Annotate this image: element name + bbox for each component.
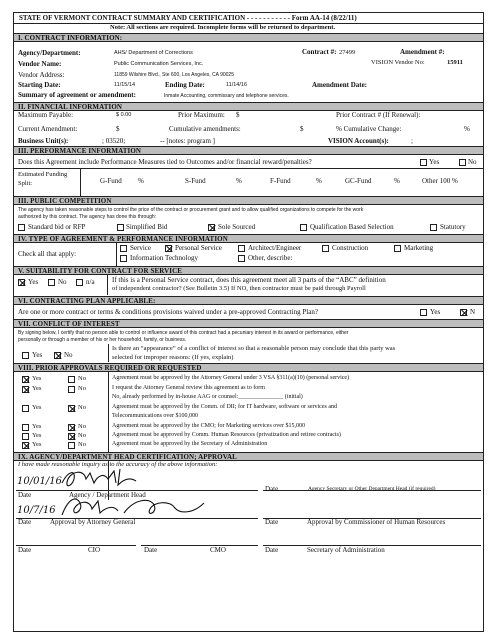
business-unit-notes: -- [notes: program ] [160,137,216,145]
suitability-yes-label: Yes [28,278,39,286]
max-payable-label: Maximum Payable: [18,111,74,119]
vendor-name-label: Vendor Name: [18,60,62,68]
conflict-no-label: No [64,351,73,359]
section-header-contract-info: I. CONTRACT INFORMATION: [14,33,483,42]
prior-max-value: $ [236,111,240,119]
vision-account-value: ; [411,137,413,145]
approval-ag-form-text: I request the Attorney General review this agreement as to form [112,385,265,391]
amendment-date-label: Amendment Date: [312,81,368,89]
marketing-label: Marketing [404,244,434,252]
form-title: STATE OF VERMONT CONTRACT SUMMARY AND CERTIFICATION - - - - - - - - - - - Form AA-14 (8/22/11) [19,14,357,22]
approval-cmo-no-label: No [78,423,86,430]
approval-hr-text: Agreement must be approved by Comm. Human Resources (privatization and retiree contracts) [112,432,341,438]
suitability-yes-checkbox[interactable] [18,279,25,286]
gfund-pct: % [138,177,144,185]
agency-secretary-label: Agency Secretary or Other Department Head (if required) [308,486,436,492]
date-label-4: Date [265,518,279,526]
vendor-name-value: Public Communication Services, Inc. [114,61,204,67]
suitability-question-2: of independent contractor? (See Bulletin 3.5) If NO, then contractor must be paid through Payroll [112,285,366,292]
conflict-question-1: Is there an “appearance” of a conflict of interest so that a reasonable person may conclude that this party was [112,345,396,352]
suitability-question-1: If this is a Personal Service contract, does this agreement meet all 3 parts of the “ABC” definition [112,276,386,284]
gcfund-pct: % [394,177,400,185]
approval-ag-form-no-label: No [78,385,86,392]
statutory-label: Statutory [440,223,466,231]
performance-yes-checkbox[interactable] [420,159,427,166]
approval-soa-yes-checkbox[interactable] [22,442,29,449]
approval-ag-form-yes-label: Yes [32,385,42,392]
qbs-label: Qualification Based Selection [310,223,394,231]
max-payable-value: $ 0.00 [116,112,132,118]
contract-number-label: Contract #: [302,48,337,56]
section-header-agreement-type: IV. TYPE OF AGREEMENT & PERFORMANCE INFORMATION [14,234,483,243]
contracting-plan-question: Are one or more contract or terms & conditions provisions waived under a pre-approved Contracting Plan? [18,308,318,316]
contracting-plan-no-label: N [470,308,476,316]
sole-sourced-label: Sole Sourced [218,223,256,231]
suitability-no-checkbox[interactable] [48,279,55,286]
agency-head-label: Agency / Department Head [69,491,146,499]
approval-cmo-no-checkbox[interactable] [68,424,75,431]
conflict-yes-label: Yes [32,351,43,359]
form-note: Note: All sections are required. Incomplete forms will be returned to department. [110,24,335,31]
section-header-certification: IX. AGENCY/DEPARTMENT HEAD CERTIFICATION; APPROVAL [14,452,483,461]
performance-no-label: No [468,158,477,166]
agency-label: Agency/Department: [18,49,81,57]
approval-ag-no-checkbox[interactable] [68,376,75,383]
suitability-na-label: n/a [86,278,95,286]
it-checkbox[interactable] [120,255,127,262]
vendor-address-label: Vendor Address: [18,71,65,79]
section-header-prior-approvals: VIII. PRIOR APPROVALS REQUIRED OR REQUESTED [14,363,483,372]
service-checkbox[interactable] [120,245,127,252]
performance-question: Does this Agreement include Performance Measures tied to Outcomes and/or financial reward/penalties? [18,158,312,166]
approval-ag-no-label: No [78,375,86,382]
performance-no-checkbox[interactable] [459,159,466,166]
performance-yes-label: Yes [429,158,440,166]
hr-commissioner-label: Approval by Commissioner of Human Resources [307,518,446,526]
handwritten-date-2: 10/7/16 [17,505,56,516]
summary-label: Summary of agreement or amendment: [18,91,136,99]
check-all-label: Check all that apply: [18,250,77,258]
approval-dii-text: Agreement must be approved by the Comm. of DII; for IT hardware, software or services and [112,404,337,410]
ffund-label: F-Fund [270,177,291,185]
approval-cmo-yes-checkbox[interactable] [22,424,29,431]
contracting-plan-no-checkbox[interactable] [460,309,467,316]
personal-service-checkbox[interactable] [165,245,172,252]
amendment-number-label: Amendment #: [400,48,445,56]
approval-hr-no-checkbox[interactable] [68,433,75,440]
approval-cmo-text: Agreement must be approved by the CMO; for Marketing services over $15,000 [112,423,305,429]
contract-number-value: 27499 [339,49,356,56]
sole-sourced-checkbox[interactable] [208,224,215,231]
cumulative-change-pct: % [464,125,470,133]
vision-vendor-value: 15911 [447,59,463,66]
ending-date-value: 11/14/16 [226,82,248,88]
approval-soa-text: Agreement must be approved by the Secretary of Administration [112,441,268,447]
contract-summary-form [13,12,484,632]
approval-hr-yes-label: Yes [32,432,42,439]
date-label-7: Date [265,546,279,554]
ending-date-label: Ending Date: [165,81,205,89]
it-label: Information Technology [130,254,199,262]
section-header-suitability: V. SUITABILITY FOR CONTRACT FOR SERVICE [14,266,483,275]
suitability-na-checkbox[interactable] [76,279,83,286]
architect-label: Architect/Engineer [248,244,302,252]
suitability-no-label: No [58,278,67,286]
summary-value: Inmate Accounting, commissary and telephone services. [164,93,289,99]
starting-date-value: 11/15/14 [114,82,136,88]
qbs-checkbox[interactable] [300,224,307,231]
simplified-bid-label: Simplified Bid [126,223,168,231]
approval-hr-no-label: No [78,432,86,439]
certification-note: I have made reasonable inquiry as to the accuracy of the above information: [18,461,218,468]
approval-telecom-text: Telecommunications over $100,000 [112,413,199,419]
approval-ag-yes-checkbox[interactable] [22,376,29,383]
approval-inhouse-text: No, already performed by in-house AAG or counsel:_______________ (initial) [112,394,303,400]
competition-text-1: The agency has taken reasonable steps to control the price of the contract or procurement grant and to allow qualified organizations to compete for the work [18,207,364,213]
conflict-text-1: By signing below, I certify that no person able to control or influence award of this contract had a pecuniary interest in its award or performance, either [18,330,349,336]
current-amendment-value: $ [116,125,120,133]
agency-value: AHS/ Department of Corrections [114,50,193,56]
business-unit-label: Business Unit(s): [18,137,69,145]
approval-soa-no-checkbox[interactable] [68,442,75,449]
vision-vendor-label: VISION Vendor No: [371,59,425,66]
business-unit-value: ; 03520; [102,137,126,145]
attorney-general-label: Approval by Attorney General [50,518,136,526]
cumulative-amendments-value: $ [300,125,304,133]
date-label-1: Date [18,491,32,499]
contracting-plan-yes-label: Yes [430,308,441,316]
section-header-contracting-plan: VI. CONTRACTING PLAN APPLICABLE: [14,296,483,305]
cumulative-change-label: % Cumulative Change: [336,125,402,133]
gfund-label: G-Fund [100,177,122,185]
approval-ag-text: Agreement must be approved by the Attorney General under 3 VSA §311(a)(10) (personal service) [112,375,350,381]
approval-ag-yes-label: Yes [32,375,42,382]
conflict-question-2: selected for improper reasons: (If yes, explain) [112,354,234,361]
section-header-financial: II. FINANCIAL INFORMATION [14,102,483,111]
sfund-label: S-Fund [185,177,206,185]
cumulative-amendments-label: Cumulative amendments: [169,125,241,133]
statutory-checkbox[interactable] [430,224,437,231]
date-label-3: Date [18,518,32,526]
ffund-pct: % [316,177,322,185]
cmo-label: CMO [210,546,226,554]
date-label-6: Date [144,546,158,554]
personal-service-label: Personal Service [175,244,222,252]
approval-dii-no-label: No [78,404,86,411]
service-label: Service [130,244,151,252]
approval-ag-form-no-checkbox[interactable] [68,386,75,393]
section-header-public-competition: III. PUBLIC COMPETITION [14,196,483,205]
construction-label: Construction [332,244,369,252]
conflict-yes-checkbox[interactable] [22,352,29,359]
approval-soa-no-label: No [78,441,86,448]
section-header-performance: III. PERFORMANCE INFORMATION [14,146,483,155]
date-label-5: Date [18,546,32,554]
simplified-bid-checkbox[interactable] [117,224,124,231]
other-type-label: Other, describe: [248,254,293,262]
other-fund-label: Other 100 % [422,177,458,185]
sfund-pct: % [236,177,242,185]
vision-account-label: VISION Account(s): [328,137,389,145]
funding-split-label: Estimated Funding Split: [18,171,68,187]
vendor-address-value: 11859 Wilshire Blvd., Ste 600, Los Angeles, CA 90025 [114,72,234,78]
approval-soa-yes-label: Yes [32,441,42,448]
approval-dii-yes-checkbox[interactable] [22,405,29,412]
approval-dii-yes-label: Yes [32,404,42,411]
date-label-2: Date [265,485,279,493]
cio-label: CIO [88,546,101,554]
standard-bid-label: Standard bid or RFP [28,223,86,231]
marketing-checkbox[interactable] [394,245,401,252]
standard-bid-checkbox[interactable] [18,224,25,231]
architect-checkbox[interactable] [238,245,245,252]
approval-cmo-yes-label: Yes [32,423,42,430]
prior-max-label: Prior Maximum: [178,111,225,119]
agency-head-signature [50,465,146,491]
current-amendment-label: Current Amendment: [18,125,78,133]
prior-contract-label: Prior Contract # (If Renewal): [336,111,421,119]
approval-ag-form-yes-checkbox[interactable] [22,386,29,393]
gcfund-label: GC-Fund [345,177,372,185]
starting-date-label: Starting Date: [18,81,61,89]
conflict-no-checkbox[interactable] [54,352,61,359]
secretary-admin-label: Secretary of Administration [307,546,385,554]
other-type-checkbox[interactable] [238,255,245,262]
section-header-conflict: VII. CONFLICT OF INTEREST [14,319,483,328]
contracting-plan-yes-checkbox[interactable] [420,309,427,316]
competition-text-2: authorized by this contract. The agency has done this through: [18,214,157,220]
approval-hr-yes-checkbox[interactable] [22,433,29,440]
conflict-text-2: personally or through a member of his or her household, family, or business. [18,337,187,343]
construction-checkbox[interactable] [322,245,329,252]
handwritten-date-1: 10/01/16 [17,476,62,487]
approval-dii-no-checkbox[interactable] [68,405,75,412]
